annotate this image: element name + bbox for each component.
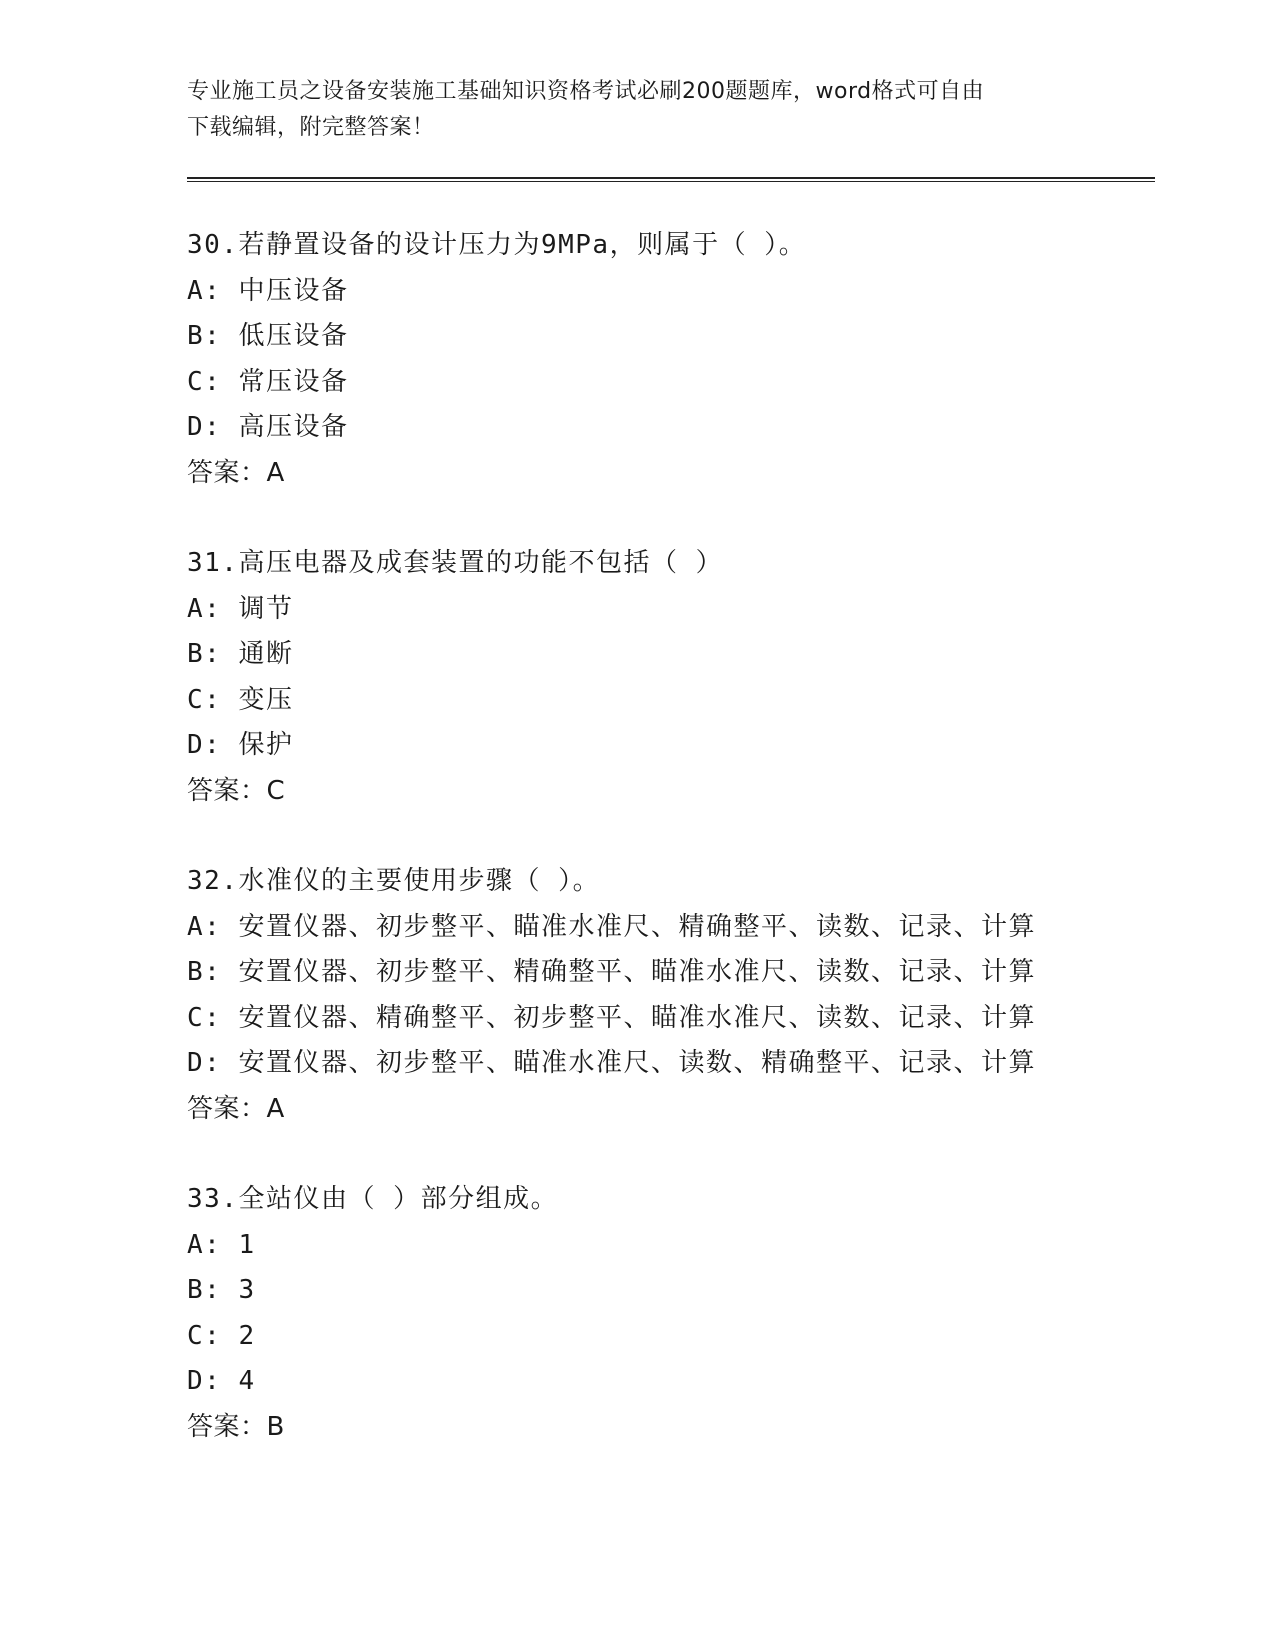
question-stem: 32.水准仪的主要使用步骤（ ）。 — [187, 866, 601, 896]
page-header — [187, 74, 1087, 146]
option-c: C: 常压设备 — [187, 366, 349, 397]
answer: 答案：C — [187, 775, 286, 806]
option-a: A: 中压设备 — [187, 275, 349, 306]
header-line-1: 专业施工员之设备安装施工基础知识资格考试必刷200题题库，word格式可自由 — [187, 79, 985, 104]
question-31 — [187, 541, 1087, 814]
option-a: A: 1 — [187, 1229, 256, 1260]
option-d: D: 高压设备 — [187, 412, 349, 442]
option-c: C: 变压 — [187, 684, 294, 715]
header-divider — [187, 177, 1155, 182]
option-d: D: 保护 — [187, 730, 294, 760]
option-b: B: 低压设备 — [187, 321, 349, 351]
option-c: C: 安置仪器、精确整平、初步整平、瞄准水准尺、读数、记录、计算 — [187, 1002, 1036, 1033]
option-b: B: 通断 — [187, 639, 294, 669]
question-32 — [187, 859, 1087, 1132]
option-b: B: 安置仪器、初步整平、精确整平、瞄准水准尺、读数、记录、计算 — [187, 957, 1036, 987]
question-30 — [187, 223, 1087, 496]
question-stem: 30.若静置设备的设计压力为9MPa，则属于（ ）。 — [187, 230, 807, 260]
option-b: B: 3 — [187, 1275, 256, 1305]
question-33 — [187, 1177, 1087, 1450]
option-c: C: 2 — [187, 1320, 256, 1351]
option-d: D: 4 — [187, 1366, 256, 1396]
option-a: A: 调节 — [187, 593, 294, 624]
option-d: D: 安置仪器、初步整平、瞄准水准尺、读数、精确整平、记录、计算 — [187, 1048, 1036, 1078]
option-a: A: 安置仪器、初步整平、瞄准水准尺、精确整平、读数、记录、计算 — [187, 911, 1036, 942]
header-line-2: 下载编辑，附完整答案！ — [187, 115, 435, 140]
answer: 答案：A — [187, 1093, 285, 1124]
question-stem: 33.全站仪由（ ）部分组成。 — [187, 1184, 559, 1214]
question-stem: 31.高压电器及成套装置的功能不包括（ ） — [187, 548, 724, 578]
answer: 答案：A — [187, 457, 285, 488]
answer: 答案：B — [187, 1411, 285, 1442]
